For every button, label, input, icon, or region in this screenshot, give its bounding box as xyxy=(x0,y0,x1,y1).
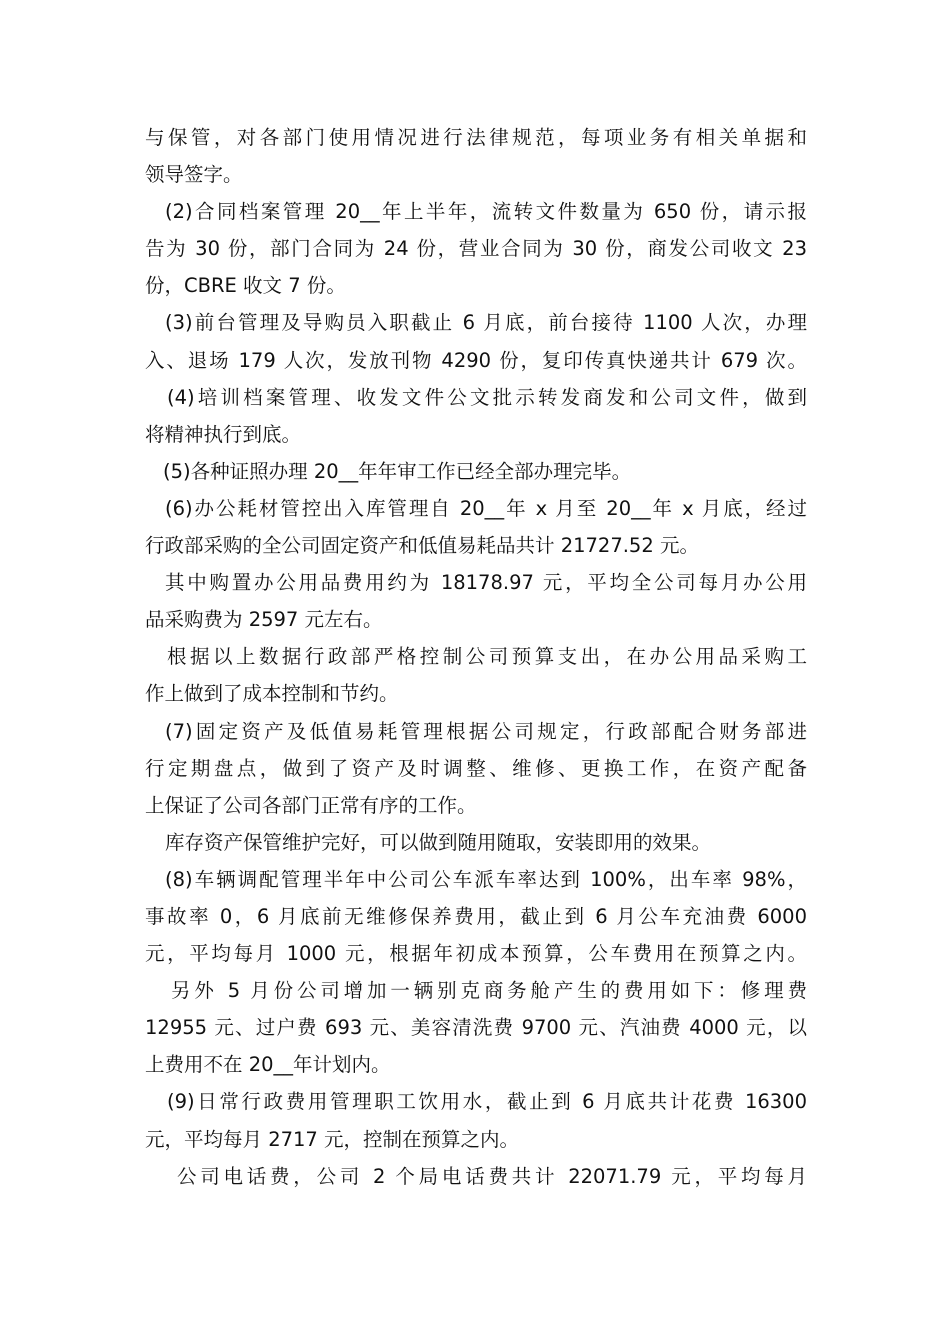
text-line: (4)培训档案管理、收发文件公文批示转发商发和公司文件，做到 xyxy=(167,385,807,409)
text-line: 上保证了公司各部门正常有序的工作。 xyxy=(145,793,477,817)
text-line: 元，平均每月 1000 元，根据年初成本预算，公车费用在预算之内。 xyxy=(145,942,807,966)
text-line: (8)车辆调配管理半年中公司公车派车率达到 100%，出车率 98%， xyxy=(165,867,807,891)
text-line: 作上做到了成本控制和节约。 xyxy=(145,682,399,706)
text-line: 入、退场 179 人次，发放刊物 4290 份，复印传真快递共计 679 次。 xyxy=(145,348,807,372)
text-line: 行定期盘点，做到了资产及时调整、维修、更换工作，在资产配备 xyxy=(145,756,807,780)
text-line: (7)固定资产及低值易耗管理根据公司规定，行政部配合财务部进 xyxy=(165,719,807,743)
text-line: 公司电话费，公司 2 个局电话费共计 22071.79 元，平均每月 xyxy=(177,1164,807,1188)
text-line: 领导签字。 xyxy=(145,163,243,187)
text-line: 其中购置办公用品费用约为 18178.97 元，平均全公司每月办公用 xyxy=(165,571,807,595)
text-line: 元，平均每月 2717 元，控制在预算之内。 xyxy=(145,1127,520,1151)
text-line: 与保管，对各部门使用情况进行法律规范，每项业务有相关单据和 xyxy=(145,126,807,149)
text-line: 份，CBRE 收文 7 份。 xyxy=(145,274,346,298)
text-line: 将精神执行到底。 xyxy=(145,422,302,446)
text-line: 品采购费为 2597 元左右。 xyxy=(145,608,383,632)
text-line: 行政部采购的全公司固定资产和低值易耗品共计 21727.52 元。 xyxy=(145,534,699,558)
text-line: (5)各种证照办理 20__年年审工作已经全部办理完毕。 xyxy=(163,459,632,483)
text-line: 另外 5 月份公司增加一辆别克商务舱产生的费用如下：修理费 xyxy=(171,979,807,1003)
document-body xyxy=(145,119,807,1195)
text-line: (2)合同档案管理 20__年上半年，流转文件数量为 650 份，请示报 xyxy=(165,200,807,224)
text-line: 事故率 0，6 月底前无维修保养费用，截止到 6 月公车充油费 6000 xyxy=(145,904,807,928)
text-line: (9)日常行政费用管理职工饮用水，截止到 6 月底共计花费 16300 xyxy=(167,1090,807,1114)
text-line: 12955 元、过户费 693 元、美容清洗费 9700 元、汽油费 4000 元，以 xyxy=(145,1016,807,1040)
text-line: 告为 30 份，部门合同为 24 份，营业合同为 30 份，商发公司收文 23 xyxy=(145,237,807,261)
text-line: 根据以上数据行政部严格控制公司预算支出，在办公用品采购工 xyxy=(167,645,807,669)
text-line: 库存资产保管维护完好，可以做到随用随取，安装即用的效果。 xyxy=(165,830,712,854)
text-line: 上费用不在 20__年计划内。 xyxy=(145,1053,391,1077)
text-line: (6)办公耗材管控出入库管理自 20__年 x 月至 20__年 x 月底，经过 xyxy=(165,496,807,520)
text-line: (3)前台管理及导购员入职截止 6 月底，前台接待 1100 人次，办理 xyxy=(165,311,807,335)
